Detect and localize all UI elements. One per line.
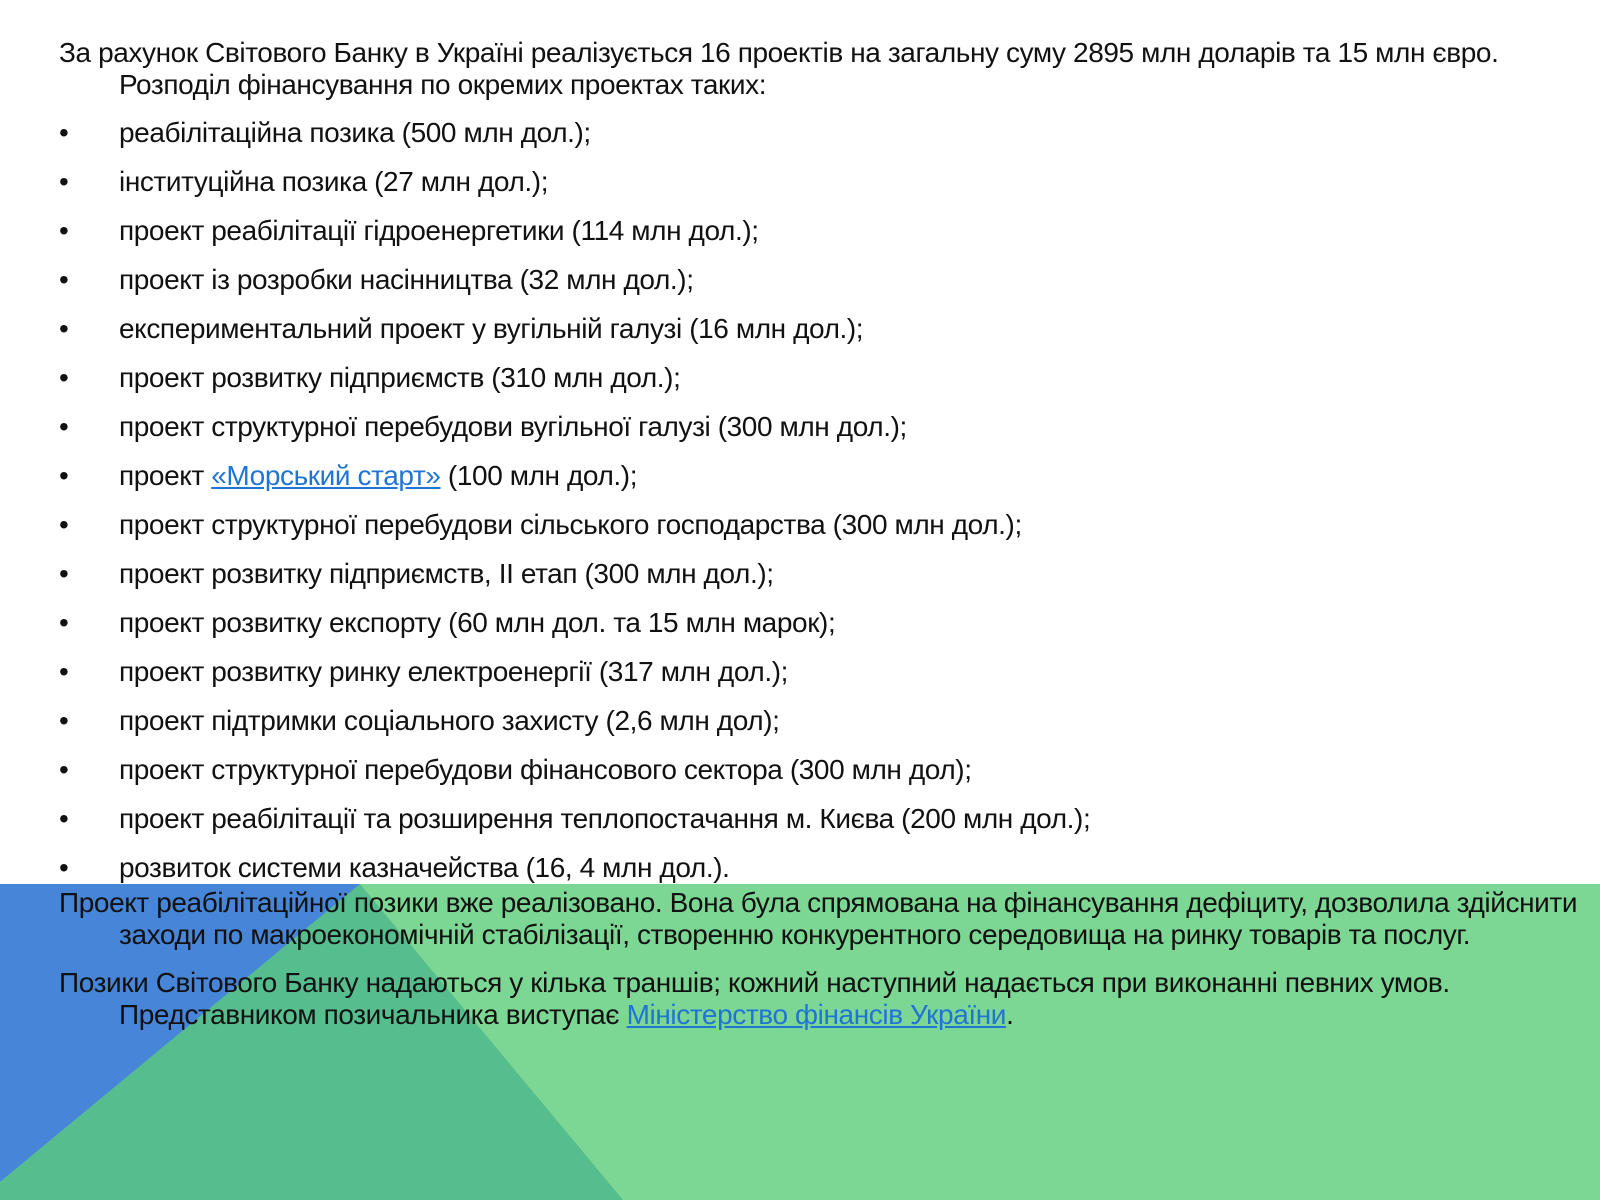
- bullet-icon: •: [59, 117, 69, 148]
- list-item-text: проект розвитку підприємств, II етап (300 млн дол.);: [119, 558, 774, 589]
- ministry-of-finance-link[interactable]: Міністерство фінансів України: [626, 999, 1007, 1030]
- morskyi-start-link[interactable]: «Морський старт»: [211, 460, 441, 491]
- list-item-text: реабілітаційна позика (500 млн дол.);: [119, 117, 591, 148]
- list-item: [59, 313, 1589, 345]
- list-item-text: проект: [119, 460, 212, 491]
- list-item: [59, 803, 1589, 835]
- list-item-text: розвиток системи казначейства (16, 4 млн дол.).: [119, 852, 730, 883]
- list-item-text: проект реабілітації гідроенергетики (114 млн дол.);: [119, 215, 759, 246]
- list-item-text: проект розвитку підприємств (310 млн дол.);: [119, 362, 681, 393]
- list-item: [59, 362, 1589, 394]
- list-item-text: експериментальний проект у вугільній галузі (16 млн дол.);: [119, 313, 864, 344]
- bullet-icon: •: [59, 411, 69, 442]
- list-item-text: (100 млн дол.);: [440, 460, 638, 491]
- list-item-text: проект із розробки насінництва (32 млн дол.);: [119, 264, 694, 295]
- list-item: [59, 460, 1589, 492]
- list-item: [59, 705, 1589, 737]
- list-item-text: проект підтримки соціального захисту (2,6 млн дол);: [119, 705, 780, 736]
- list-item-text: проект структурної перебудови сільського господарства (300 млн дол.);: [119, 509, 1022, 540]
- bullet-icon: •: [59, 705, 69, 736]
- bullet-icon: •: [59, 460, 69, 491]
- tranches-end: .: [1006, 999, 1014, 1030]
- list-item: [59, 215, 1589, 247]
- intro-paragraph: За рахунок Світового Банку в Україні реалізується 16 проектів на загальну суму 2895 млн доларів та 15 млн євро. Розподіл фінансування по окремих проектах таких:: [59, 37, 1499, 100]
- bullet-icon: •: [59, 754, 69, 785]
- list-item: [59, 656, 1589, 688]
- list-item: [59, 558, 1589, 590]
- bullet-icon: •: [59, 803, 69, 834]
- bullet-icon: •: [59, 362, 69, 393]
- list-item-text: проект розвитку експорту (60 млн дол. та 15 млн марок);: [119, 607, 836, 638]
- bullet-icon: •: [59, 215, 69, 246]
- list-item: [59, 852, 1589, 884]
- list-item: [59, 411, 1589, 443]
- bullet-icon: •: [59, 166, 69, 197]
- list-item-text: проект розвитку ринку електроенергії (317 млн дол.);: [119, 656, 789, 687]
- list-item-text: проект реабілітації та розширення теплопостачання м. Києва (200 млн дол.);: [119, 803, 1091, 834]
- list-item-text: інституційна позика (27 млн дол.);: [119, 166, 549, 197]
- bullet-icon: •: [59, 852, 69, 883]
- list-item: [59, 509, 1589, 541]
- list-item: [59, 264, 1589, 296]
- list-item: [59, 166, 1589, 198]
- bullet-icon: •: [59, 656, 69, 687]
- slide-body: [59, 37, 1589, 1031]
- list-item-text: проект структурної перебудови вугільної галузі (300 млн дол.);: [119, 411, 907, 442]
- tranches-paragraph: [59, 967, 1589, 1031]
- bullet-icon: •: [59, 509, 69, 540]
- bullet-icon: •: [59, 313, 69, 344]
- list-item-text: проект структурної перебудови фінансового сектора (300 млн дол);: [119, 754, 972, 785]
- rehabilitation-paragraph: Проект реабілітаційної позики вже реалізовано. Вона була спрямована на фінансування дефіциту, дозволила здійснити заходи по макроекономічній стабілізації, створенню конкурентного середовища на ринку товарів та послуг.: [59, 887, 1578, 950]
- list-item: [59, 754, 1589, 786]
- bullet-icon: •: [59, 558, 69, 589]
- tranches-text: Позики Світового Банку надаються у кілька траншів; кожний наступний надається при виконанні певних умов. Представником позичальника виступає: [59, 967, 1450, 1030]
- project-list: [59, 117, 1589, 884]
- bullet-icon: •: [59, 607, 69, 638]
- bullet-icon: •: [59, 264, 69, 295]
- list-item: [59, 607, 1589, 639]
- list-item: [59, 117, 1589, 149]
